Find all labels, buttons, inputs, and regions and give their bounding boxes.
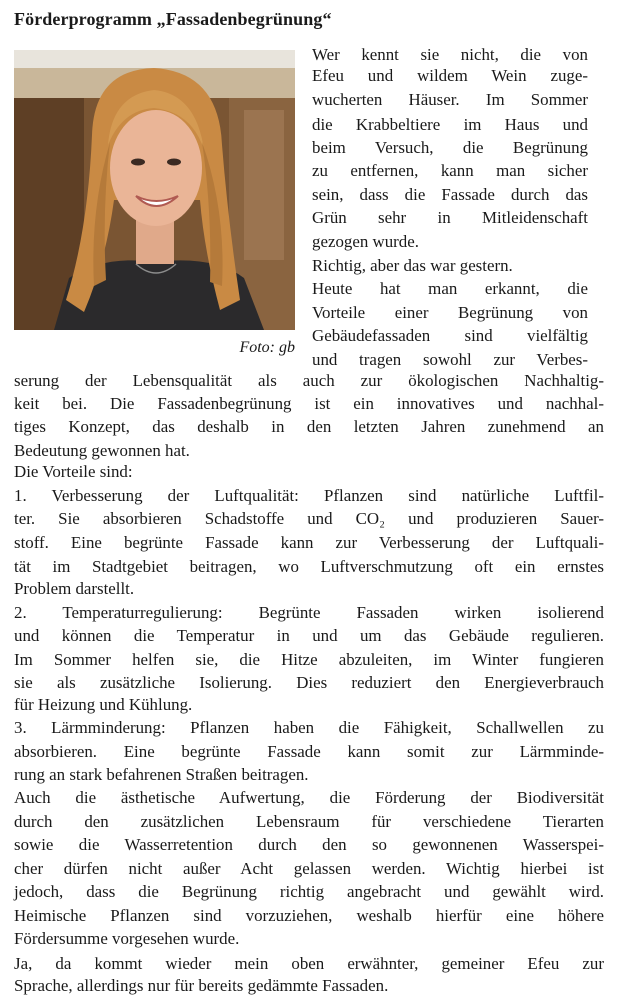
body-line: cher dürfen nicht außer Acht gelassen werden. Wichtig hierbei ist	[14, 859, 604, 878]
body-line: Wer kennt sie nicht, die von	[312, 45, 588, 64]
body-line: 3. Lärmminderung: Pflanzen haben die Fähigkeit, Schallwellen zu	[14, 718, 604, 737]
body-line: Ja, da kommt wieder mein oben erwähnter, gemeiner Efeu zur	[14, 954, 604, 973]
body-line: Vorteile einer Begrünung von	[312, 303, 588, 322]
body-line: zu entfernen, kann man sicher	[312, 161, 588, 180]
body-line: absorbieren. Eine begrünte Fassade kann somit zur Lärmminde-	[14, 742, 604, 761]
body-line: für Heizung und Kühlung.	[14, 695, 193, 714]
portrait-photo	[14, 50, 295, 330]
photo-caption: Foto: gb	[239, 339, 295, 356]
body-line: sie als zusätzliche Isolierung. Dies reduziert den Energieverbrauch	[14, 673, 604, 692]
body-line: Bedeutung gewonnen hat.	[14, 441, 190, 460]
body-line: Fördersumme vorgesehen wurde.	[14, 929, 240, 948]
body-line: Im Sommer helfen sie, die Hitze abzuleiten, im Winter fungieren	[14, 650, 604, 669]
body-line: 2. Temperaturregulierung: Begrünte Fassaden wirken isolierend	[14, 603, 604, 622]
body-line: Grün sehr in Mitleidenschaft	[312, 208, 588, 227]
body-line: rung an stark befahrenen Straßen beitragen.	[14, 765, 309, 784]
body-line: ter. Sie absorbieren Schadstoffe und CO₂ und produzieren Sauer-	[14, 509, 604, 528]
body-line: tät im Stadtgebiet beitragen, wo Luftverschmutzung oft ein ernstes	[14, 557, 604, 576]
body-line: tiges Konzept, das deshalb in den letzten Jahren zunehmend an	[14, 417, 604, 436]
body-line: Die Vorteile sind:	[14, 462, 133, 481]
body-line: und tragen sowohl zur Verbes-	[312, 350, 588, 369]
body-line: keit bei. Die Fassadenbegrünung ist ein innovatives und nachhal-	[14, 394, 604, 413]
body-line: Sprache, allerdings nur für bereits gedämmte Fassaden.	[14, 976, 389, 995]
body-line: stoff. Eine begrünte Fassade kann zur Verbesserung der Luftquali-	[14, 533, 604, 552]
body-line: die Krabbeltiere im Haus und	[312, 115, 588, 134]
body-line: sein, dass die Fassade durch das	[312, 185, 588, 204]
body-line: jedoch, dass die Begrünung richtig angebracht und gewählt wird.	[14, 882, 604, 901]
body-line: wucherten Häuser. Im Sommer	[312, 90, 588, 109]
body-line: 1. Verbesserung der Luftqualität: Pflanzen sind natürliche Luftfil-	[14, 486, 604, 505]
body-line: Heimische Pflanzen sind vorzuziehen, weshalb hierfür eine höhere	[14, 906, 604, 925]
body-line: serung der Lebensqualität als auch zur ökologischen Nachhaltig-	[14, 371, 604, 390]
body-line: Gebäudefassaden sind vielfältig	[312, 326, 588, 345]
body-line: und können die Temperatur in und um das Gebäude regulieren.	[14, 626, 604, 645]
body-line: Heute hat man erkannt, die	[312, 279, 588, 298]
article-title: Förderprogramm „Fassadenbegrünung“	[14, 9, 332, 29]
body-line: beim Versuch, die Begrünung	[312, 138, 588, 157]
body-line: durch den zusätzlichen Lebensraum für verschiedene Tierarten	[14, 812, 604, 831]
body-line: Problem darstellt.	[14, 579, 135, 598]
body-line: Auch die ästhetische Aufwertung, die Förderung der Biodiversität	[14, 788, 604, 807]
body-line: Efeu und wildem Wein zuge-	[312, 66, 588, 85]
portrait-illustration	[14, 50, 295, 330]
body-line: sowie die Wasserretention durch den so gewonnenen Wasserspei-	[14, 835, 604, 854]
body-line: gezogen wurde.	[312, 232, 419, 251]
body-line: Richtig, aber das war gestern.	[312, 256, 513, 275]
